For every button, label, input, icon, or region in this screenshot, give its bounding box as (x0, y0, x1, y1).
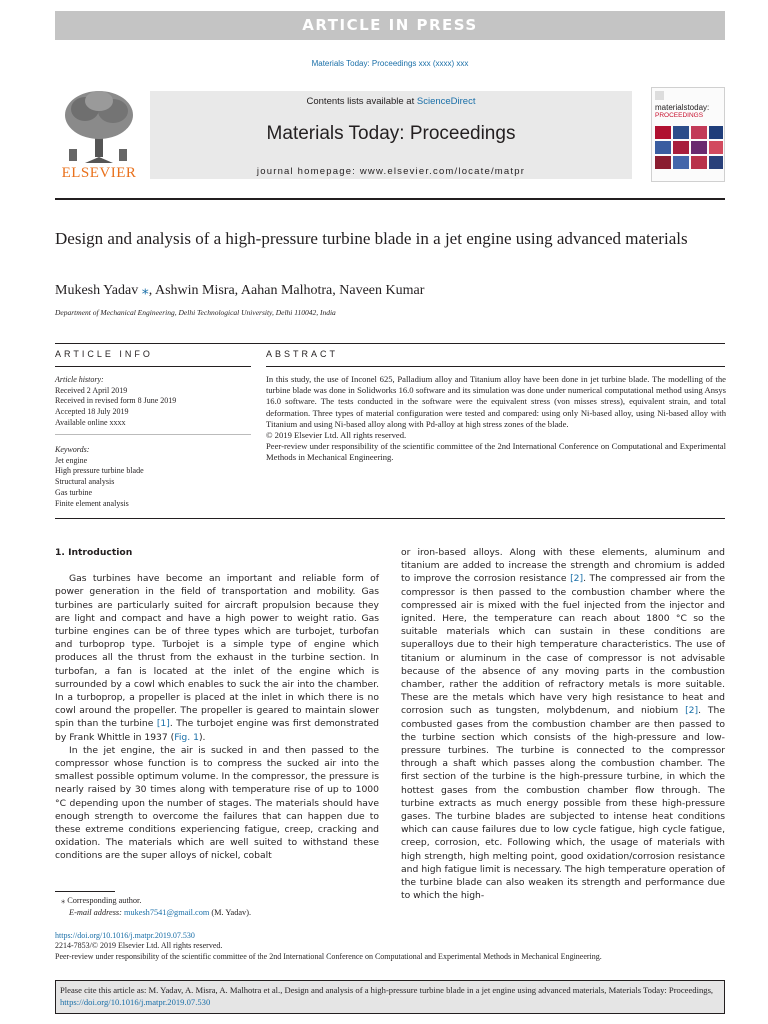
keyword-item[interactable]: Jet engine (55, 455, 88, 465)
intro-text: or iron-based alloys. Along with these elements, aluminum and titanium are added to increase the strength and chromium is added to improve the corrosion resistance (401, 547, 725, 585)
author-list (55, 282, 424, 299)
reference-link[interactable]: [1] (156, 718, 170, 730)
author-first[interactable]: Mukesh Yadav (55, 283, 139, 298)
article-divider (55, 343, 725, 344)
article-in-press-banner: ARTICLE IN PRESS (55, 11, 725, 40)
abstract-body (266, 374, 726, 464)
intro-paragraph-1 (55, 572, 379, 744)
cover-subtitle: PROCEEDINGS (655, 112, 704, 119)
intro-paragraph-2: In the jet engine, the air is sucked in and then passed to the compressor whose function is to compress the sucked air into the smallest possible optimum volume. In the compressor, the pressure is nearly raised by 30 times along with temperature rise of up to 1000 °C depending upon the number of stages. The materials should have enough strength to overcome the failures that can happen due to these extreme conditions experiencing fatigue, creep, cracking and oxidation. The materials which are well suited to withstand these conditions are the super alloys of nickel, cobalt (55, 744, 379, 862)
keyword-item[interactable]: Finite element analysis (55, 498, 129, 508)
history-item: Received 2 April 2019 (55, 385, 128, 395)
author-rest: , Ashwin Misra, Aahan Malhotra, Naveen Kumar (148, 283, 425, 298)
section-heading-introduction: 1. Introduction (55, 547, 133, 558)
contents-line (150, 96, 632, 107)
issn-line: 2214-7853/© 2019 Elsevier Ltd. All rights reserved. (55, 941, 223, 951)
footnote-rule (55, 891, 115, 892)
header-divider (55, 198, 725, 200)
keywords-label: Keywords: (55, 445, 90, 454)
masthead (55, 87, 725, 187)
sciencedirect-link[interactable]: ScienceDirect (416, 96, 476, 107)
history-item: Available online xxxx (55, 417, 126, 427)
email-link[interactable]: mukesh7541@gmail.com (124, 908, 210, 917)
intro-paragraph-3 (401, 546, 725, 902)
journal-reference-link[interactable]: Materials Today: Proceedings xxx (xxxx) xxx (311, 59, 469, 68)
corresponding-author-mark[interactable]: ⁎ (141, 283, 149, 298)
footnote-label: Corresponding author. (67, 896, 142, 905)
abstract-rule (266, 366, 725, 367)
contents-prefix: Contents lists available at (306, 96, 417, 107)
abstract-text: In this study, the use of Inconel 625, Palladium alloy and Titanium alloy have been done in jet turbine blade. The modelling of the turbine blade was done in Solidworks 16.0 software and its simulation was done under numerical computational method using Ansys 16.0 software. The tests conducted in the software were the equivalent stress (von misses stress), equivalent strain, and total deformation. Three types of material configuration were tested and compared: using only Ni-based alloy, using Ni-based alloy with Titanium and using Ni-based alloy along with Pd-alloy at high stress zones of the blade. (266, 374, 726, 429)
body-column-right (401, 546, 725, 902)
keyword-item[interactable]: Structural analysis (55, 477, 115, 487)
reference-link[interactable]: [2] (570, 573, 584, 585)
doi-link[interactable]: https://doi.org/10.1016/j.matpr.2019.07.530 (55, 931, 195, 940)
article-title: Design and analysis of a high-pressure turbine blade in a jet engine using advanced materials (55, 229, 688, 248)
citation-text: Please cite this article as: M. Yadav, A. Misra, A. Malhotra et al., Design and analysis of a high-pressure turbine blade in a jet engine using advanced materials, Materials Today: Proceedings, (60, 985, 714, 995)
elsevier-logo (55, 87, 143, 187)
figure-link[interactable]: Fig. 1 (174, 731, 199, 743)
intro-text: ). (198, 731, 206, 743)
article-history (55, 375, 176, 429)
bottom-peer-review: Peer-review under responsibility of the scientific committee of the 2nd International Conference on Computational and Experimental Methods in Mechanical Engineering. (55, 951, 602, 961)
footnote-mark: ⁎ (61, 896, 66, 905)
publication-meta (55, 931, 725, 962)
email-label: E-mail address: (69, 908, 122, 917)
footnote-line (55, 895, 251, 907)
citation-doi-link[interactable]: https://doi.org/10.1016/j.matpr.2019.07.530 (60, 997, 211, 1007)
keywords-rule (55, 434, 251, 435)
elsevier-tree-icon (55, 87, 143, 165)
body-column-left (55, 546, 379, 863)
journal-cover-thumbnail[interactable] (651, 87, 725, 182)
journal-header-box (150, 91, 632, 179)
journal-title: Materials Today: Proceedings (266, 123, 516, 144)
reference-link[interactable]: [2] (685, 705, 699, 717)
journal-homepage[interactable]: journal homepage: www.elsevier.com/locate/matpr (256, 166, 526, 177)
intro-text: . The combusted gases from the combustion chamber are then passed to the turbine section which consists of the high-pressure and low-pressure turbines. The turbine is connected to the compressor through a shaft which passes along the combustion chamber. The first section of the turbine is the high-pressure turbine, in which the hottest gases from the combustion chamber flow through. The turbine extracts as much energy possible from these high-pressure gases. The turbine blades are subjected to intense heat conditions which can cause failures due to low cycle fatigue, high cycle fatigue, creep, corrosion, etc. Following which, the usage of materials with high strength, high melting point, good oxidation/corrosion resistance and high fatigue limit is necessary. The high temperature operation of the turbine blade can also weaken its strength and performance due to which the high- (401, 705, 725, 902)
article-info-heading: ARTICLE INFO (55, 349, 153, 359)
footnote-email-line (55, 907, 251, 919)
intro-text: . The turbojet engine was first demonstrated by Frank Whittle in 1937 ( (55, 718, 379, 743)
keyword-item[interactable]: High pressure turbine blade (55, 466, 144, 476)
keywords-list (55, 445, 144, 509)
intro-text: Gas turbines have become an important and reliable form of power generation in the field of transportation and mobility. Gas turbines are particularly suited for aircraft propulsion because they are light and compact and have a high power to weight ratio. Gas turbine engines can be of three types which are turbojet, turbofan and turboprop type. Turbojet is a simple type of engine which produces all the thrust from the exhaust in the turbine section. In turbofan, a fan is located at the inlet of the engine which is surrounded by a cowl which enables to suck the air into the chamber. In a turboprop, a propeller is placed at the inlet in which there is no cowl around the propeller. The propeller is geared to maintain slower spin than the turbine (55, 573, 379, 730)
intro-text: . The compressed air from the compressor is then passed to the combustion chamber where the compressed air is mixed with the fuel injected from the injector and ignited. Here, the temperature can reach about 1800 °C so the suitable materials which can sustain in these conditions are superalloys due to their high temperature characteristics. The use of titanium or aluminum in the case of compressor is not advisable because of the absence of any moving parts in the combustion chamber, rather the addition of refractory metals is more suitable. These are the metals which have very high resistance to heat and corrosion such as tungsten, molybdenum, and niobium (401, 573, 725, 717)
affiliation: Department of Mechanical Engineering, Delhi Technological University, Delhi 110042, India (55, 308, 336, 317)
abstract-bottom-divider (55, 518, 725, 519)
history-item: Received in revised form 8 June 2019 (55, 396, 177, 406)
email-owner: (M. Yadav). (211, 908, 252, 917)
abstract-peer-review: Peer-review under responsibility of the scientific committee of the 2nd International Conference on Computational and Experimental Methods in Mechanical Engineering. (266, 441, 726, 463)
elsevier-wordmark: ELSEVIER (61, 165, 137, 181)
article-info-rule (55, 366, 251, 367)
citation-box (55, 980, 725, 1014)
abstract-heading: ABSTRACT (266, 349, 339, 359)
footnote (55, 895, 251, 919)
cover-title: materialstoday: (655, 103, 710, 112)
abstract-copyright: © 2019 Elsevier Ltd. All rights reserved. (266, 430, 407, 441)
history-label: Article history: (55, 375, 104, 384)
history-item: Accepted 18 July 2019 (55, 407, 129, 417)
keyword-item[interactable]: Gas turbine (55, 487, 93, 497)
